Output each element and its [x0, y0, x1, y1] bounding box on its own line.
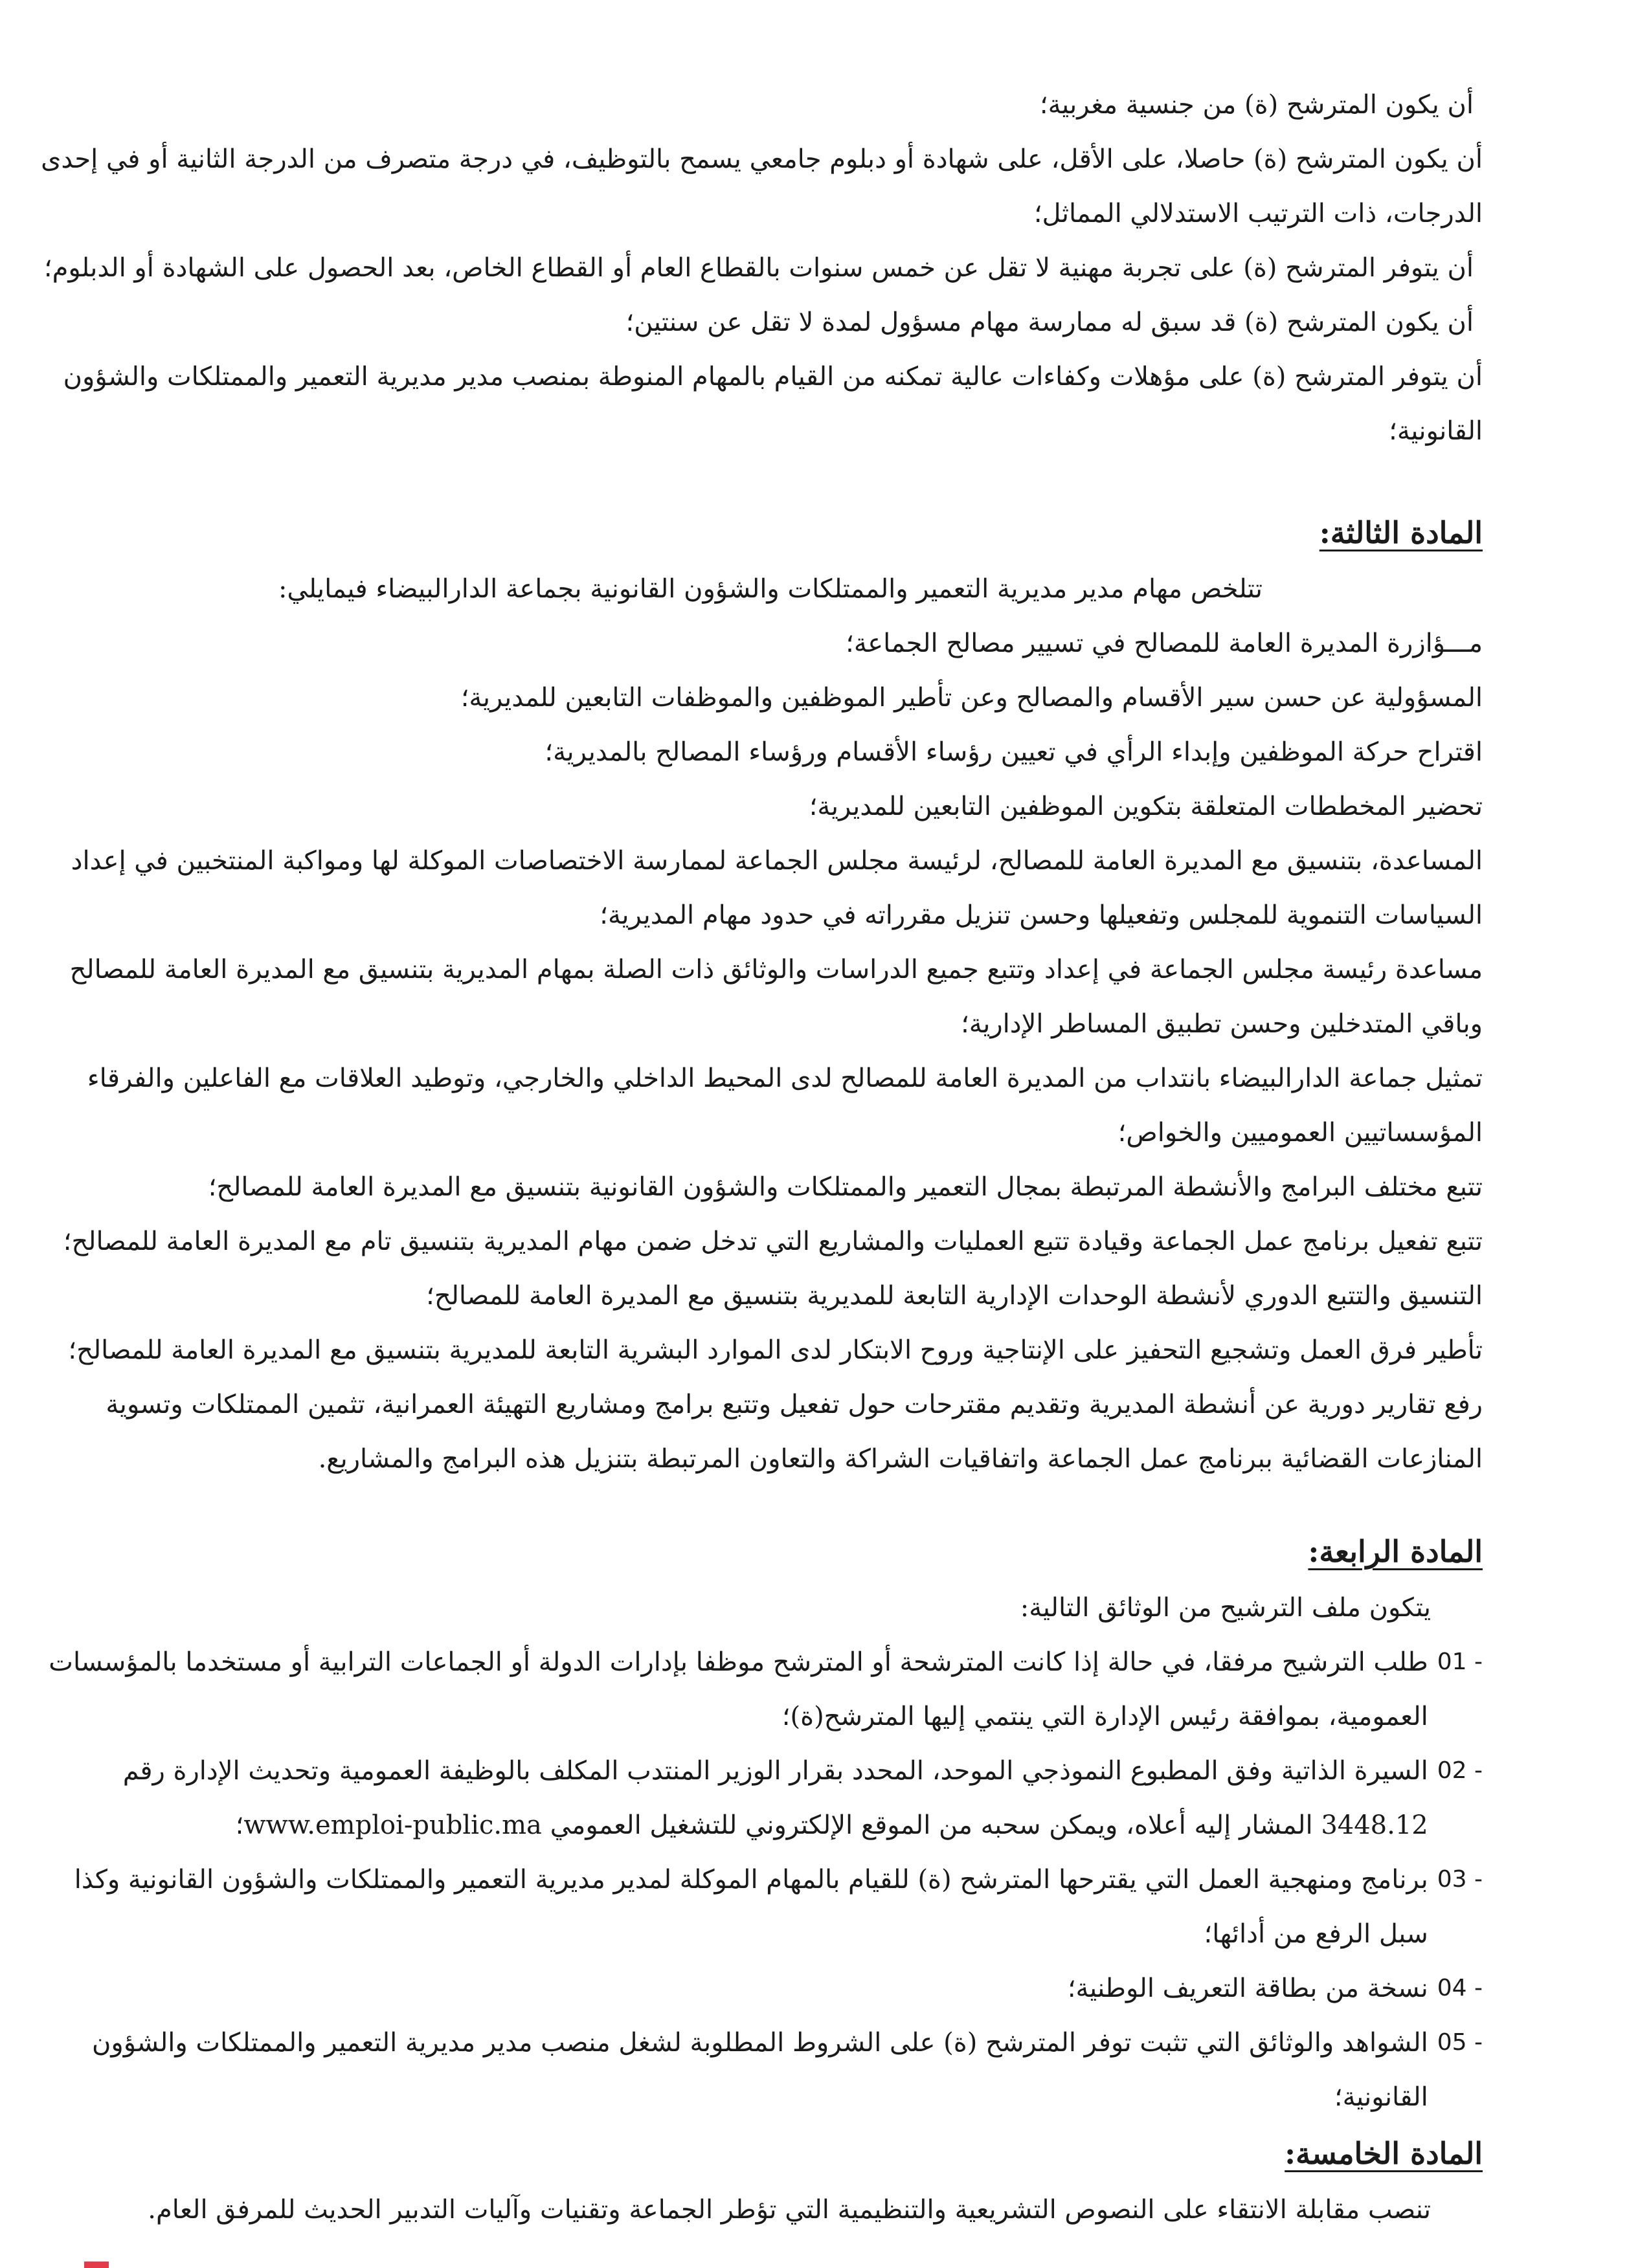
conditions-list	[26, 78, 1483, 458]
condition-item: أن يكون المترشح (ة) قد سبق له ممارسة مهام مسؤول لمدة لا تقل عن سنتين؛	[625, 307, 1474, 337]
duty-item: المساعدة، بتنسيق مع المديرة العامة للمصالح، لرئيسة مجلس الجماعة لممارسة الاختصاصات الموكلة لها ومواكبة المنتخبين في إعداد السياسات التنموية للمجلس وتفعيلها وحسن تنزيل مقرراته في حدود مهام المديرية؛	[71, 846, 1483, 930]
document-item	[26, 2016, 1483, 2124]
item-number: 05 -	[1437, 2029, 1483, 2056]
article-4-intro: يتكون ملف الترشيح من الوثائق التالية:	[1020, 1593, 1431, 1623]
item-text: طلب الترشيح مرفقا، في حالة إذا كانت المترشحة أو المترشح موظفا بإدارات الدولة أو الجماعات الترابية أو مستخدما بالمؤسسات العمومية، بموافقة رئيس الإدارة التي ينتمي إليها المترشح(ة)؛	[49, 1647, 1428, 1731]
document-item	[26, 1961, 1483, 2016]
duty-item: التنسيق والتتبع الدوري لأنشطة الوحدات الإدارية التابعة للمديرية بتنسيق مع المديرة العامة للمصالح؛	[426, 1281, 1483, 1311]
cv-text-part-2: المشار إليه أعلاه، ويمكن سحبه من الموقع الإلكتروني للتشغيل العمومي	[550, 1810, 1313, 1840]
duty-item: اقتراح حركة الموظفين وإبداء الرأي في تعيين رؤساء الأقسام ورؤساء المصالح بالمديرية؛	[545, 737, 1483, 767]
duty-item: مساعدة رئيسة مجلس الجماعة في إعداد وتتبع جميع الدراسات والوثائق ذات الصلة بمهام المديرية بتنسيق مع المديرة العامة للمصالح وباقي المتدخلين وحسن تطبيق المساطر الإدارية؛	[69, 955, 1483, 1039]
duty-item: المسؤولية عن حسن سير الأقسام والمصالح وعن تأطير الموظفين والموظفات التابعين للمديرية؛	[460, 683, 1483, 713]
item-number: 03 -	[1437, 1866, 1483, 1893]
duty-item: تمثيل جماعة الدارالبيضاء بانتداب من المديرة العامة للمصالح لدى المحيط الداخلي والخارجي، وتوطيد العلاقات مع الفاعلين والفرقاء المؤسساتيين العموميين والخواص؛	[87, 1063, 1483, 1148]
duty-item: تتبع تفعيل برنامج عمل الجماعة وقيادة تتبع العمليات والمشاريع التي تدخل ضمن مهام المديرية بتنسيق تام مع المديرة العامة للمصالح؛	[63, 1227, 1483, 1256]
article-3-section	[26, 504, 1483, 1486]
item-text	[26, 1744, 1428, 1852]
duty-item: تتبع مختلف البرامج والأنشطة المرتبطة بمجال التعمير والممتلكات والشؤون القانونية بتنسيق مع المديرة العامة للمصالح؛	[208, 1172, 1483, 1202]
condition-item: أن يتوفر المترشح (ة) على تجربة مهنية لا تقل عن خمس سنوات بالقطاع العام أو القطاع الخاص، بعد الحصول على الشهادة أو الدبلوم؛	[43, 253, 1474, 283]
article-5-section	[26, 2124, 1483, 2237]
website-link[interactable]: www.emploi-public.ma	[243, 1810, 542, 1840]
item-number: 01 -	[1437, 1649, 1483, 1675]
item-number: 04 -	[1437, 1975, 1483, 2001]
document-item	[26, 1635, 1483, 1744]
cv-text-end: ؛	[235, 1810, 244, 1840]
article-4-heading: المادة الرابعة:	[1308, 1534, 1483, 1569]
document-item	[26, 1744, 1483, 1852]
item-text: نسخة من بطاقة التعريف الوطنية؛	[1067, 1973, 1428, 2003]
condition-item: أن يتوفر المترشح (ة) على مؤهلات وكفاءات عالية تمكنه من القيام بالمهام المنوطة بمنصب مدير مديرية التعمير والممتلكات والشؤون القانونية؛	[63, 362, 1483, 446]
article-3-heading: المادة الثالثة:	[1319, 515, 1483, 550]
article-5-heading: المادة الخامسة:	[1285, 2136, 1483, 2171]
item-number: 02 -	[1437, 1757, 1483, 1784]
article-5-text: تنصب مقابلة الانتقاء على النصوص التشريعية والتنظيمية التي تؤطر الجماعة وتقنيات وآليات التدبير الحديث للمرفق العام.	[148, 2195, 1431, 2225]
duty-item: تحضير المخططات المتعلقة بتكوين الموظفين التابعين للمديرية؛	[809, 792, 1483, 821]
condition-item: أن يكون المترشح (ة) حاصلا، على الأقل، على شهادة أو دبلوم جامعي يسمح بالتوظيف، في درجة متصرف من الدرجة الثانية أو في إحدى الدرجات، ذات الترتيب الاستدلالي المماثل؛	[41, 144, 1483, 228]
article-4-section	[26, 1522, 1483, 2124]
cv-text-part-1: السيرة الذاتية وفق المطبوع النموذجي الموحد، المحدد بقرار الوزير المنتدب المكلف بالوظيفة العمومية وتحديث الإدارة رقم	[122, 1756, 1428, 1786]
document-item	[26, 1852, 1483, 1961]
article-3-intro: تتلخص مهام مدير مديرية التعمير والممتلكات والشؤون القانونية بجماعة الدارالبيضاء فيمايلي:	[278, 574, 1263, 604]
decree-reference: 3448.12	[1321, 1810, 1428, 1840]
duty-item: رفع تقارير دورية عن أنشطة المديرية وتقديم مقترحات حول تفعيل وتتبع برامج ومشاريع التهيئة العمرانية، تثمين الممتلكات وتسوية المنازعات القضائية ببرنامج عمل الجماعة واتفاقيات الشراكة والتعاون المرتبطة بتنزيل هذه البرامج والمشاريع.	[106, 1390, 1483, 1474]
item-text: برنامج ومنهجية العمل التي يقترحها المترشح (ة) للقيام بالمهام الموكلة لمدير مديرية التعمير والممتلكات والشؤون القانونية وكذا سبل الرفع من أدائها؛	[74, 1865, 1428, 1949]
item-text: الشواهد والوثائق التي تثبت توفر المترشح (ة) على الشروط المطلوبة لشغل منصب مدير مديرية التعمير والممتلكات والشؤون القانونية؛	[92, 2028, 1428, 2112]
duty-item: مـــؤازرة المديرة العامة للمصالح في تسيير مصالح الجماعة؛	[846, 628, 1483, 658]
duty-item: تأطير فرق العمل وتشجيع التحفيز على الإنتاجية وروح الابتكار لدى الموارد البشرية التابعة للمديرية بتنسيق مع المديرة العامة للمصالح؛	[68, 1335, 1483, 1365]
scan-edge-mark	[84, 2262, 109, 2268]
document-page	[26, 78, 1483, 2237]
condition-item: أن يكون المترشح (ة) من جنسية مغربية؛	[1039, 90, 1474, 120]
